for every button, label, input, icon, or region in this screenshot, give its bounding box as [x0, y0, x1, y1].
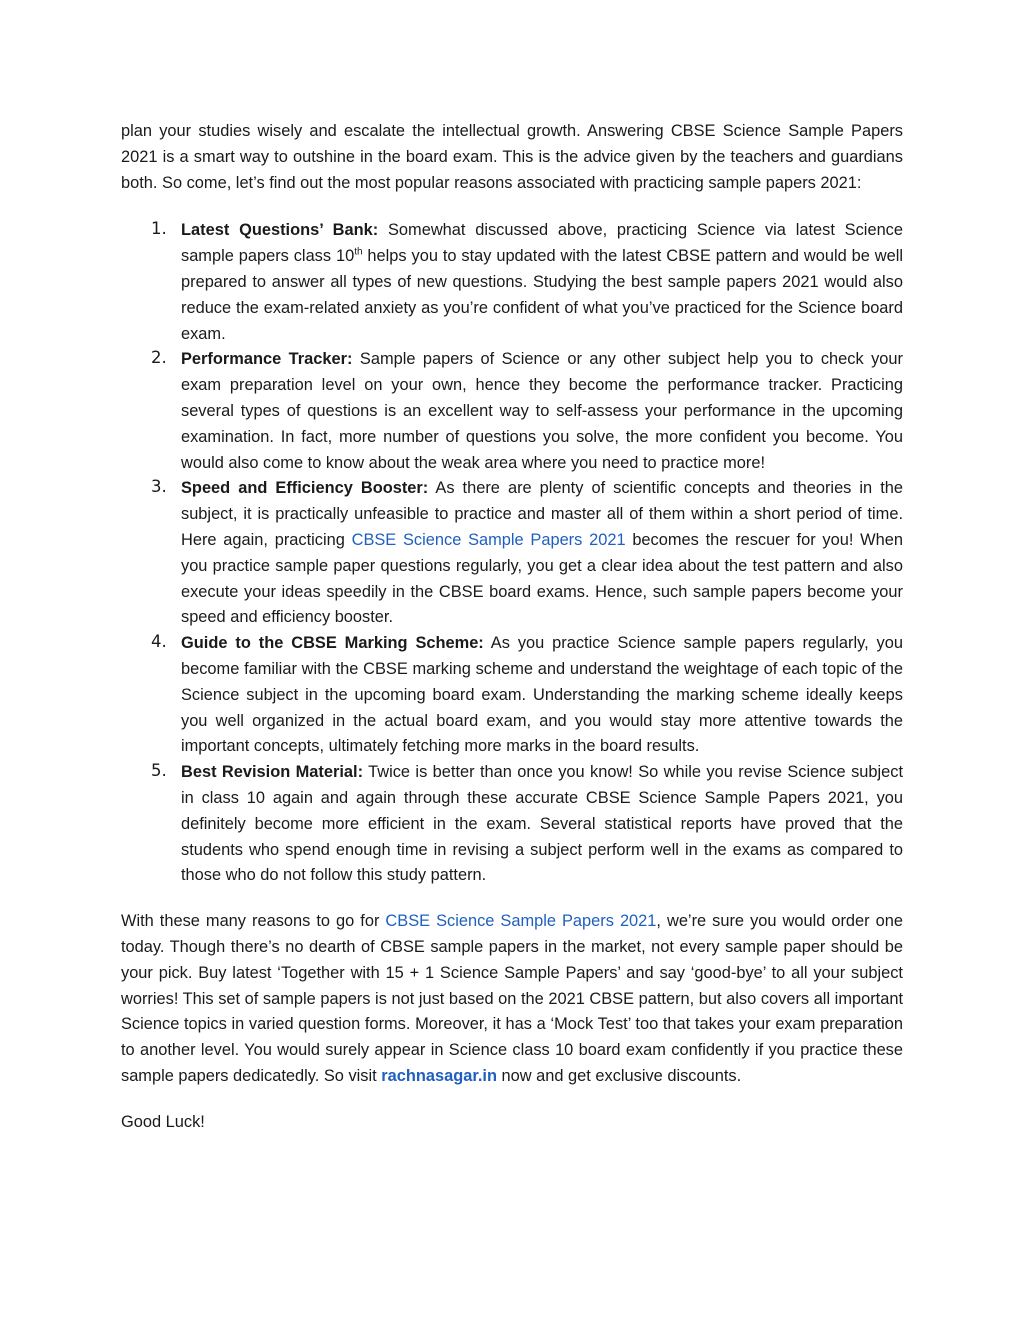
list-item-number: 3. [151, 477, 167, 497]
outro-text: now and get exclusive discounts. [496, 1066, 742, 1085]
list-item-number: 5. [151, 761, 167, 781]
list-item [121, 760, 903, 889]
sample-papers-link[interactable]: CBSE Science Sample Papers 2021 [351, 530, 626, 549]
list-item-text: As you practice Science sample papers regularly, you become familiar with the CBSE marking scheme and understand the weightage of each topic of the Science subject in the upcoming board exam. Understanding the marking scheme ideally keeps you well organized in the actual board exam, and you would stay more attentive towards the important concepts, ultimately fetching more marks in the board results. [181, 634, 903, 756]
closing-line: Good Luck! [121, 1112, 205, 1131]
list-item-title: Best Revision Material: [181, 763, 364, 782]
list-item-number: 2. [151, 348, 167, 368]
page-content [121, 119, 903, 1135]
list-item-text: helps you to stay updated with the latest CBSE pattern and would be well prepared to answer all types of new questions. Studying the best sample papers 2021 would also reduce the exam-related anxiety as you’re confident of what you’ve practiced for the Science board exam. [181, 247, 903, 343]
list-item-title: Performance Tracker: [181, 350, 353, 369]
list-item-title: Guide to the CBSE Marking Scheme: [181, 634, 484, 653]
list-item-text: Sample papers of Science or any other subject help you to check your exam preparation level on your own, hence they become the performance tracker. Practicing several types of questions is an excellent way to self-assess your performance in the upcoming examination. In fact, more number of questions you solve, the more confident you become. You would also come to know about the weak area where you need to practice more! [181, 350, 903, 472]
list-item-title: Latest Questions’ Bank: [181, 221, 379, 240]
intro-paragraph: plan your studies wisely and escalate the intellectual growth. Answering CBSE Science Sample Papers 2021 is a smart way to outshine in the board exam. This is the advice given by the teachers and guardians both. So come, let’s find out the most popular reasons associated with practicing sample papers 2021: [121, 122, 903, 192]
sample-papers-link[interactable]: CBSE Science Sample Papers 2021 [385, 912, 657, 931]
list-item-text: becomes the rescuer for you! When you practice sample paper questions regularly, you get a clear idea about the test pattern and also execute your ideas speedily in the CBSE board exams. Hence, such sample papers become your speed and efficiency booster. [181, 530, 903, 627]
list-item-number: 1. [151, 219, 167, 239]
list-item-title: Speed and Efficiency Booster: [181, 479, 429, 498]
list-item-text: As there are plenty of scientific concepts and theories in the subject, it is practically unfeasible to practice and master all of them within a short period of time. Here again, practicing [181, 479, 903, 549]
outro-text: With these many reasons to go for [121, 912, 386, 931]
list-item-number: 4. [151, 632, 167, 652]
list-item [121, 631, 903, 760]
list-item [121, 476, 903, 631]
outro-paragraph [121, 909, 903, 1090]
outro-text: , we’re sure you would order one today. Though there’s no dearth of CBSE sample papers in the market, not every sample paper should be your pick. Buy latest ‘Together with 15 + 1 Science Sample Papers’ and say ‘good-bye’ to all your subject worries! This set of sample papers is not just based on the 2021 CBSE pattern, but also covers all important Science topics in varied question forms. Moreover, it has a ‘Mock Test’ too that takes your exam preparation to another level. You would surely appear in Science class 10 board exam confidently if you practice these sample papers dedicatedly. So visit [121, 912, 903, 1085]
reasons-list [121, 218, 903, 889]
list-item-text: Twice is better than once you know! So while you revise Science subject in class 10 again and again through these accurate CBSE Science Sample Papers 2021, you definitely become more efficient in the exam. Several statistical reports have proved that the students who spend enough time in revising a subject perform well in the exams as compared to those who do not follow this study pattern. [181, 763, 904, 885]
list-item [121, 218, 903, 347]
list-item-text: Somewhat discussed above, practicing Science via latest Science sample papers class 10 [181, 221, 903, 266]
rachnasagar-link[interactable]: rachnasagar.in [381, 1066, 497, 1085]
list-item [121, 347, 903, 476]
superscript: th [354, 246, 363, 258]
